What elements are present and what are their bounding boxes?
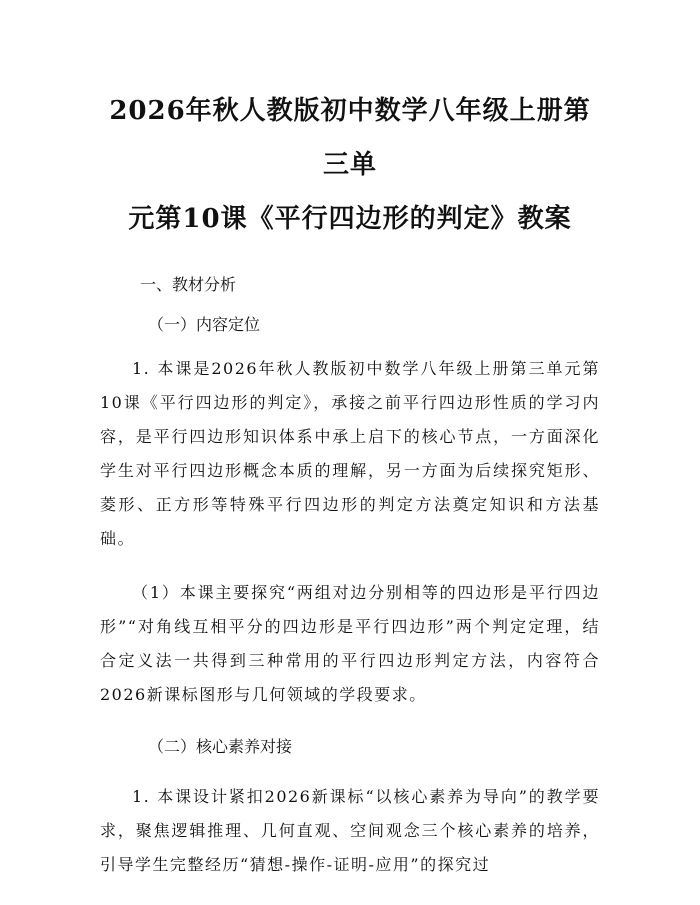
section-heading-teaching-material-analysis: 一、教材分析 — [140, 275, 237, 294]
title-line-2: 元第10课《平行四边形的判定》教案 — [128, 204, 572, 234]
paragraph-content-positioning: 1. 本课是2026年秋人教版初中数学八年级上册第三单元第10课《平行四边形的判定》，承接之前平行四边形性质的学习内容，是平行四边形知识体系中承上启下的核心节点，一方面深化学生对平行四边形概念本质的理解，另一方面为后续探究矩形、菱形、正方形等特殊平行四边形的判定方法奠定知识和方法基础。 — [100, 359, 600, 548]
document-title — [100, 84, 600, 246]
paragraph-core-literacy: 1. 本课设计紧扣2026新课标“以核心素养为导向”的教学要求，聚焦逻辑推理、几何直观、空间观念三个核心素养的培养，引导学生完整经历“猜想-操作-证明-应用”的探究过 — [100, 787, 600, 874]
subsection-heading-core-literacy: （二）核心素养对接 — [148, 737, 293, 756]
title-line-1: 2026年秋人教版初中数学八年级上册第三单 — [109, 96, 591, 180]
paragraph-theorems: （1）本课主要探究“两组对边分别相等的四边形是平行四边形”“对角线互相平分的四边形是平行四边形”两个判定定理，结合定义法一共得到三种常用的平行四边形判定方法，内容符合2026新课标图形与几何领域的学段要求。 — [100, 583, 600, 704]
subsection-heading-content-positioning: （一）内容定位 — [148, 315, 261, 334]
